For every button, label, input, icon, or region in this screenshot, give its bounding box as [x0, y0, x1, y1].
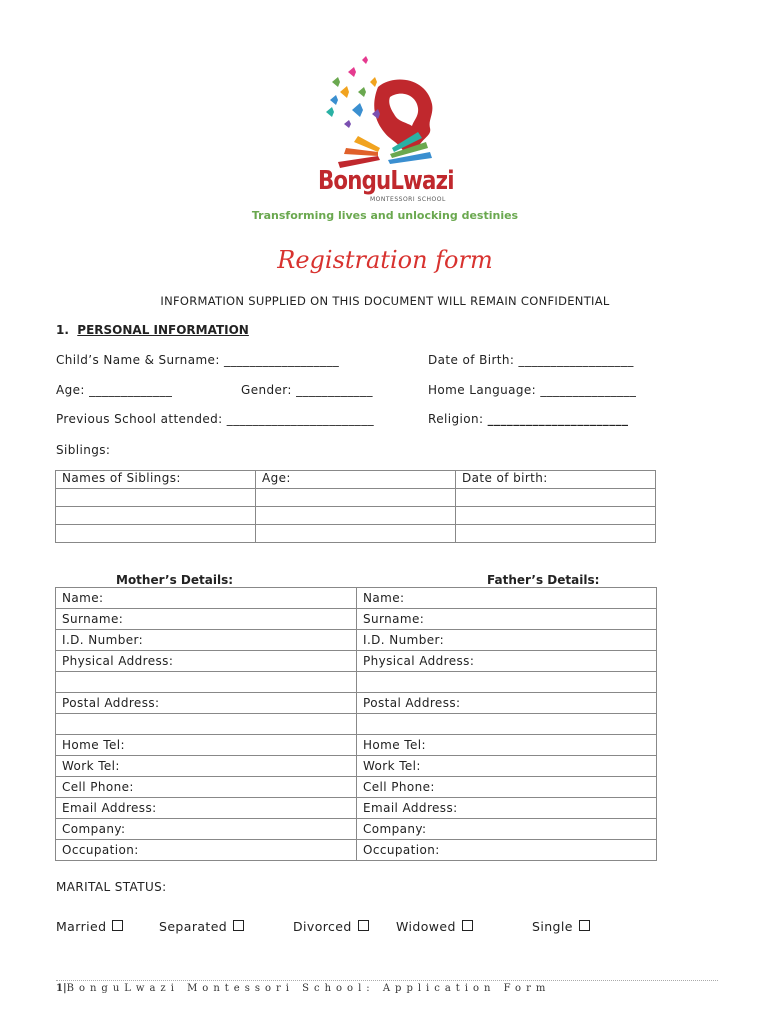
checkbox-icon[interactable]: [233, 920, 244, 931]
table-header: Age:: [256, 471, 456, 489]
marital-option-widowed[interactable]: [396, 919, 473, 934]
table-cell[interactable]: [256, 489, 456, 507]
option-label: Single: [532, 919, 573, 934]
section-heading: [56, 323, 249, 337]
table-cell[interactable]: Physical Address:: [357, 651, 657, 672]
table-header: Date of birth:: [456, 471, 656, 489]
child-name-field[interactable]: Child’s Name & Surname: __________________: [56, 353, 340, 367]
footer-divider: [56, 980, 718, 981]
table-row: [56, 630, 657, 651]
table-row: [56, 672, 657, 693]
table-cell[interactable]: Work Tel:: [56, 756, 357, 777]
table-row: [56, 651, 657, 672]
table-cell[interactable]: Home Tel:: [357, 735, 657, 756]
religion-label: Religion:: [428, 412, 488, 426]
table-cell[interactable]: Name:: [357, 588, 657, 609]
page-number: 1: [56, 983, 63, 994]
table-cell[interactable]: Surname:: [357, 609, 657, 630]
checkbox-icon[interactable]: [462, 920, 473, 931]
table-cell[interactable]: [56, 672, 357, 693]
option-label: Widowed: [396, 919, 456, 934]
table-cell[interactable]: [357, 672, 657, 693]
mother-details-heading: Mother’s Details:: [116, 573, 234, 587]
table-row: [56, 609, 657, 630]
checkbox-icon[interactable]: [579, 920, 590, 931]
table-cell[interactable]: [456, 507, 656, 525]
table-cell[interactable]: Postal Address:: [357, 693, 657, 714]
butterfly-logo-icon: [318, 52, 448, 177]
option-label: Divorced: [293, 919, 352, 934]
option-label: Separated: [159, 919, 228, 934]
table-row: [56, 588, 657, 609]
table-cell[interactable]: I.D. Number:: [357, 630, 657, 651]
table-cell[interactable]: [56, 714, 357, 735]
age-field[interactable]: Age: _____________: [56, 383, 173, 397]
marital-status-label: MARITAL STATUS:: [56, 880, 167, 894]
table-cell[interactable]: [357, 714, 657, 735]
table-cell[interactable]: Work Tel:: [357, 756, 657, 777]
marital-option-married[interactable]: [56, 919, 123, 934]
dob-field[interactable]: Date of Birth: __________________: [428, 353, 634, 367]
table-row: [56, 798, 657, 819]
previous-school-field[interactable]: Previous School attended: _______________________: [56, 412, 375, 426]
gender-field[interactable]: Gender: ____________: [241, 383, 373, 397]
marital-option-divorced[interactable]: [293, 919, 369, 934]
table-cell[interactable]: [256, 525, 456, 543]
home-language-field[interactable]: Home Language: _______________: [428, 383, 637, 397]
page-title: Registration form: [277, 246, 493, 274]
table-row: [56, 525, 656, 543]
footer-text: BonguLwazi Montessori School: Application Form: [66, 983, 551, 994]
table-cell[interactable]: Surname:: [56, 609, 357, 630]
confidential-notice: INFORMATION SUPPLIED ON THIS DOCUMENT WILL REMAIN CONFIDENTIAL: [160, 294, 610, 308]
religion-field[interactable]: [428, 412, 628, 426]
checkbox-icon[interactable]: [112, 920, 123, 931]
table-row: [56, 735, 657, 756]
table-row: [56, 471, 656, 489]
section-title: PERSONAL INFORMATION: [77, 323, 249, 337]
parents-table: [55, 587, 657, 861]
religion-blank: ______________________: [487, 412, 629, 426]
page-footer: [56, 983, 550, 994]
table-cell[interactable]: [256, 507, 456, 525]
table-cell[interactable]: [56, 525, 256, 543]
father-details-heading: Father’s Details:: [487, 573, 600, 587]
table-cell[interactable]: Home Tel:: [56, 735, 357, 756]
table-cell[interactable]: [456, 489, 656, 507]
table-cell[interactable]: Email Address:: [357, 798, 657, 819]
marital-option-separated[interactable]: [159, 919, 244, 934]
option-label: Married: [56, 919, 107, 934]
table-row: [56, 756, 657, 777]
table-cell[interactable]: Company:: [357, 819, 657, 840]
table-cell[interactable]: Company:: [56, 819, 357, 840]
table-cell[interactable]: [56, 507, 256, 525]
table-row: [56, 714, 657, 735]
table-cell[interactable]: Occupation:: [56, 840, 357, 861]
table-cell[interactable]: Cell Phone:: [357, 777, 657, 798]
checkbox-icon[interactable]: [358, 920, 369, 931]
table-cell[interactable]: Occupation:: [357, 840, 657, 861]
table-cell[interactable]: Postal Address:: [56, 693, 357, 714]
table-cell[interactable]: Cell Phone:: [56, 777, 357, 798]
brand-name: BonguLwazi: [318, 166, 454, 196]
siblings-table: [55, 470, 656, 543]
table-row: [56, 507, 656, 525]
table-row: [56, 489, 656, 507]
table-cell[interactable]: [56, 489, 256, 507]
table-cell[interactable]: Physical Address:: [56, 651, 357, 672]
table-cell[interactable]: I.D. Number:: [56, 630, 357, 651]
tagline: Transforming lives and unlocking destinies: [251, 209, 519, 222]
siblings-label: Siblings:: [56, 443, 111, 457]
table-header: Names of Siblings:: [56, 471, 256, 489]
table-cell[interactable]: Name:: [56, 588, 357, 609]
table-cell[interactable]: [456, 525, 656, 543]
table-cell[interactable]: Email Address:: [56, 798, 357, 819]
marital-option-single[interactable]: [532, 919, 590, 934]
table-row: [56, 777, 657, 798]
brand-subtitle: MONTESSORI SCHOOL: [370, 196, 446, 203]
section-number: 1.: [56, 323, 69, 337]
footer-separator: |: [62, 983, 67, 994]
table-row: [56, 693, 657, 714]
table-row: [56, 840, 657, 861]
table-row: [56, 819, 657, 840]
